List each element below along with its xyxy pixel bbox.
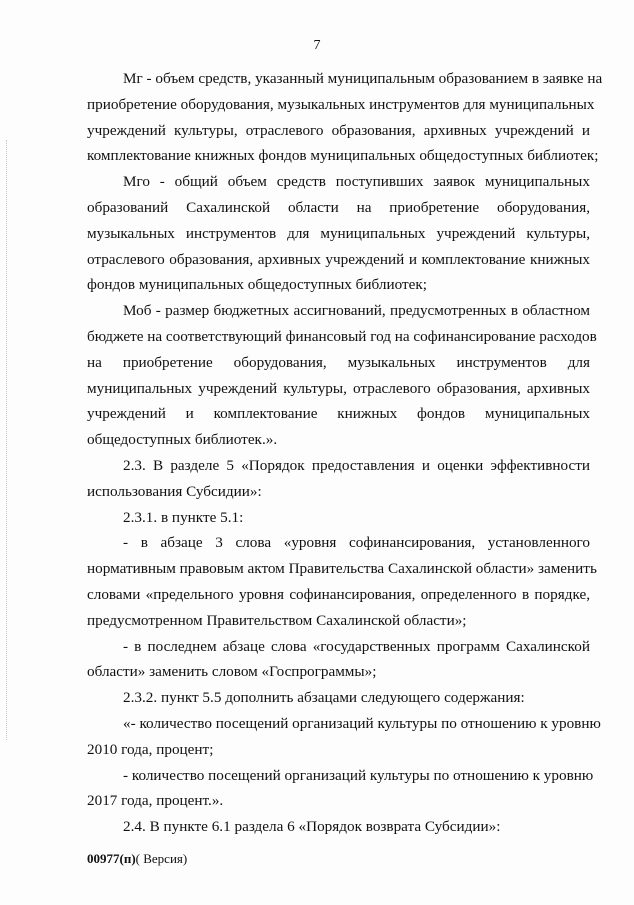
document-footer (87, 851, 187, 867)
document-code: 00977(п) (87, 851, 136, 866)
text-line: 2.4. В пункте 6.1 раздела 6 «Порядок возврата Субсидии»: (123, 818, 501, 836)
page-number: 7 (313, 38, 321, 53)
text-line: музыкальных инструментов для муниципальных учреждений культуры, (87, 224, 590, 242)
text-line: фондов муниципальных общедоступных библиотек; (87, 276, 427, 294)
text-line: учреждений культуры, отраслевого образования, архивных учреждений и (87, 121, 590, 139)
text-line: отраслевого образования, архивных учреждений и комплектование книжных (87, 250, 590, 268)
text-line: образований Сахалинской области на приобретение оборудования, (87, 198, 590, 216)
text-line: комплектование книжных фондов муниципальных общедоступных библиотек; (87, 147, 599, 165)
text-line: использования Субсидии»: (87, 482, 262, 500)
text-line: Мг - объем средств, указанный муниципальным образованием в заявке на (123, 70, 603, 87)
text-line: - в последнем абзаце слова «государственных программ Сахалинской (123, 637, 590, 655)
text-line: общедоступных библиотек.». (87, 431, 278, 449)
text-line: 2.3. В разделе 5 «Порядок предоставления и оценки эффективности (123, 456, 590, 474)
text-line: на приобретение оборудования, музыкальных инструментов для (87, 353, 590, 371)
text-line: предусмотренном Правительством Сахалинской области»; (87, 611, 467, 629)
text-line: бюджете на соответствующий финансовый год на софинансирование расходов (87, 327, 597, 345)
text-line: «- количество посещений организаций культуры по отношению к уровню (123, 714, 601, 732)
text-line: муниципальных учреждений культуры, отраслевого образования, архивных (87, 379, 590, 397)
text-line: - в абзаце 3 слова «уровня софинансирования, установленного (123, 534, 590, 552)
text-line: 2.3.1. в пункте 5.1: (123, 508, 244, 526)
text-line: - количество посещений организаций культуры по отношению к уровню (123, 766, 594, 784)
text-line: 2010 года, процент; (87, 740, 214, 758)
scan-edge-mark (6, 140, 8, 740)
document-body (87, 66, 603, 840)
text-line: 2017 года, процент.». (87, 792, 224, 810)
text-line: словами «предельного уровня софинансирования, определенного в порядке, (87, 585, 590, 603)
text-line: области» заменить словом «Госпрограммы»; (87, 663, 377, 681)
text-line: нормативным правовым актом Правительства Сахалинской области» заменить (87, 560, 597, 578)
text-line: приобретение оборудования, музыкальных инструментов для муниципальных (87, 95, 595, 113)
document-version: ( Версия) (135, 851, 188, 866)
text-line: Моб - размер бюджетных ассигнований, предусмотренных в областном (123, 302, 590, 320)
text-line: 2.3.2. пункт 5.5 дополнить абзацами следующего содержания: (123, 689, 525, 707)
text-line: учреждений и комплектование книжных фондов муниципальных (87, 405, 590, 423)
text-line: Мго - общий объем средств поступивших заявок муниципальных (123, 173, 590, 191)
